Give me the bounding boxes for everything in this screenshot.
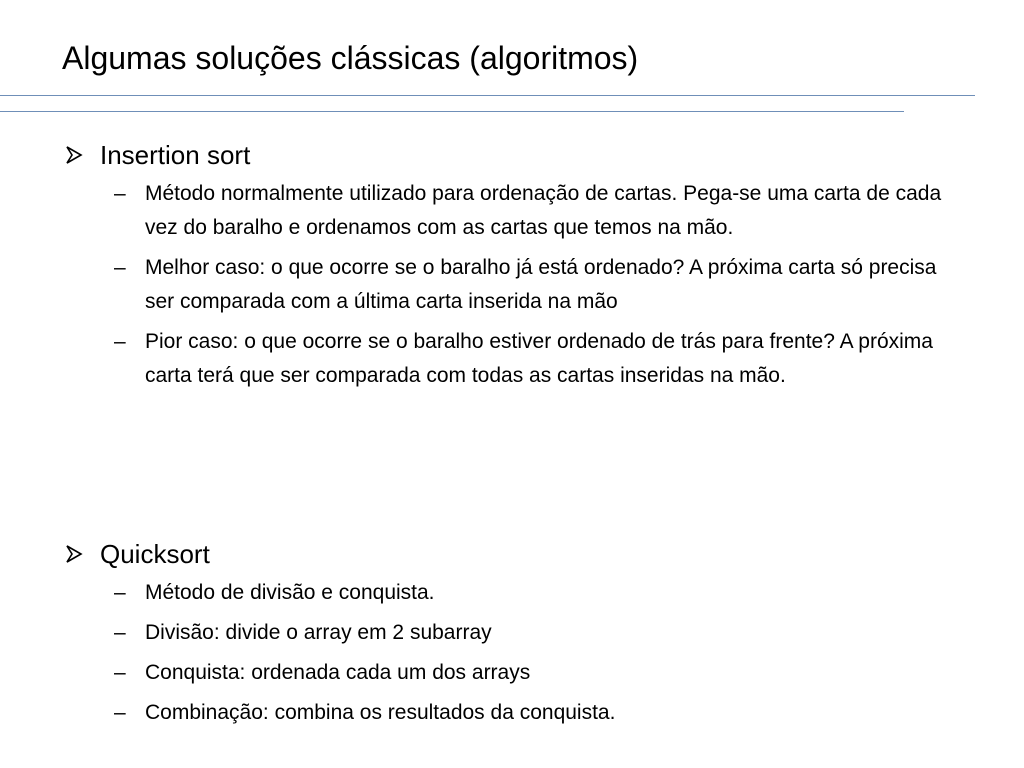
dash-bullet: – bbox=[114, 256, 126, 279]
dash-bullet: – bbox=[114, 701, 126, 724]
list-item-text: Divisão: divide o array em 2 subarray bbox=[145, 621, 492, 644]
section-heading bbox=[62, 138, 962, 172]
title-divider-bottom bbox=[0, 111, 904, 112]
list-item-text: Método normalmente utilizado para ordenação de cartas. Pega-se uma carta de cada vez do baralho e ordenamos com as cartas que temos na mão. bbox=[145, 182, 942, 239]
title-divider-top bbox=[0, 95, 975, 96]
section-heading bbox=[62, 537, 962, 571]
arrow-bullet-icon bbox=[64, 145, 84, 165]
list-item bbox=[62, 616, 945, 650]
list-item bbox=[62, 177, 945, 245]
dash-bullet: – bbox=[114, 182, 126, 205]
dash-bullet: – bbox=[114, 661, 126, 684]
list-item bbox=[62, 576, 945, 610]
list-item-text: Conquista: ordenada cada um dos arrays bbox=[145, 661, 531, 684]
section-quicksort bbox=[62, 537, 962, 736]
dash-bullet: – bbox=[114, 581, 126, 604]
list-item-text: Combinação: combina os resultados da conquista. bbox=[145, 701, 616, 724]
item-list bbox=[62, 177, 962, 393]
list-item-text: Método de divisão e conquista. bbox=[145, 581, 435, 604]
dash-bullet: – bbox=[114, 621, 126, 644]
list-item-text: Melhor caso: o que ocorre se o baralho já está ordenado? A próxima carta só precisa ser comparada com a última carta inserida na mão bbox=[145, 256, 937, 313]
arrow-bullet-icon bbox=[64, 544, 84, 564]
slide-title: Algumas soluções clássicas (algoritmos) bbox=[62, 40, 639, 76]
list-item bbox=[62, 656, 945, 690]
dash-bullet: – bbox=[114, 330, 126, 353]
list-item bbox=[62, 325, 945, 393]
section-insertion-sort bbox=[62, 138, 962, 399]
list-item bbox=[62, 696, 945, 730]
section-heading-text: Quicksort bbox=[100, 539, 210, 569]
item-list bbox=[62, 576, 962, 730]
section-heading-text: Insertion sort bbox=[100, 140, 251, 170]
list-item bbox=[62, 251, 945, 319]
list-item-text: Pior caso: o que ocorre se o baralho estiver ordenado de trás para frente? A próxima carta terá que ser comparada com todas as cartas inseridas na mão. bbox=[145, 330, 933, 387]
